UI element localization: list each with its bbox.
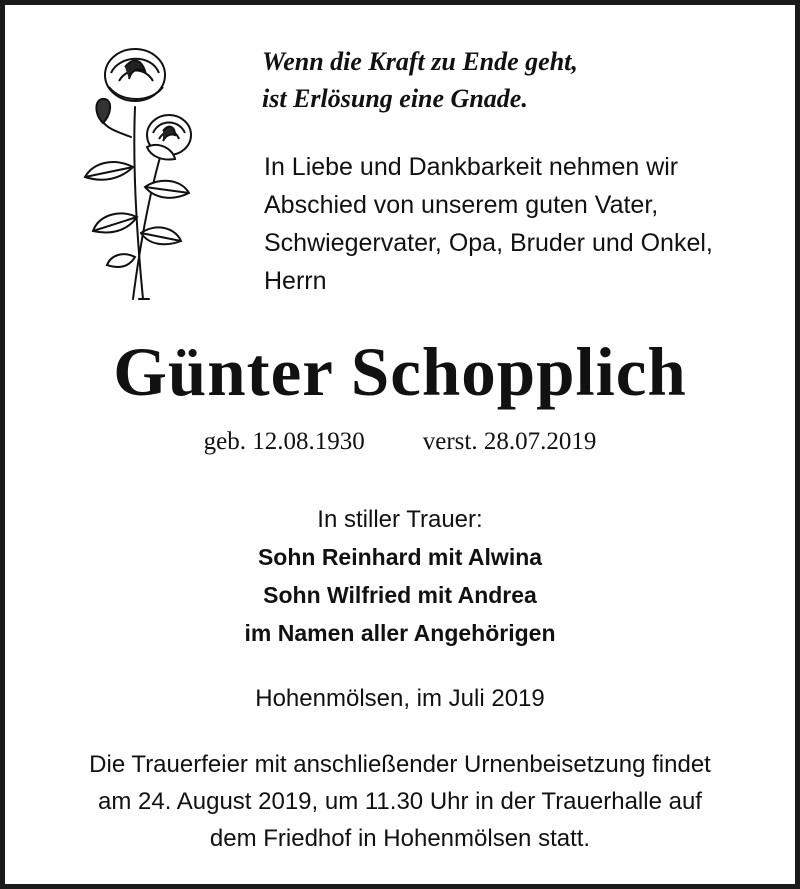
mourners-block [5,501,795,652]
deceased-name: Günter Schopplich [113,334,687,410]
ceremony-line: am 24. August 2019, um 11.30 Uhr in der Trauerhalle auf [98,788,702,815]
intro-line: In Liebe und Dankbarkeit nehmen wir [264,153,679,181]
mourners-label: In stiller Trauer: [317,506,483,533]
birth-date: geb. 12.08.1930 [203,428,365,455]
death-date: verst. 28.07.2019 [422,428,597,455]
place-date: Hohenmölsen, im Juli 2019 [255,685,545,712]
mourner-name: Sohn Reinhard mit Alwina [257,544,543,570]
motto-line: ist Erlösung eine Gnade. [262,84,528,113]
ceremony-line: Die Trauerfeier mit anschließender Urnenbeisetzung findet [89,751,711,778]
motto-line: Wenn die Kraft zu Ende geht, [262,47,578,76]
rose-icon [63,37,208,307]
motto [262,43,578,117]
intro-line: Herrn [264,267,327,295]
intro-text [264,148,713,300]
intro-line: Abschied von unserem guten Vater, [264,191,659,219]
mourner-name: Sohn Wilfried mit Andrea [263,582,537,608]
mourner-name: im Namen aller Angehörigen [244,620,556,646]
intro-line: Schwiegervater, Opa, Bruder und Onkel, [264,229,713,257]
life-dates [5,425,795,459]
ceremony-notice [5,746,795,857]
ceremony-line: dem Friedhof in Hohenmölsen statt. [209,825,591,852]
